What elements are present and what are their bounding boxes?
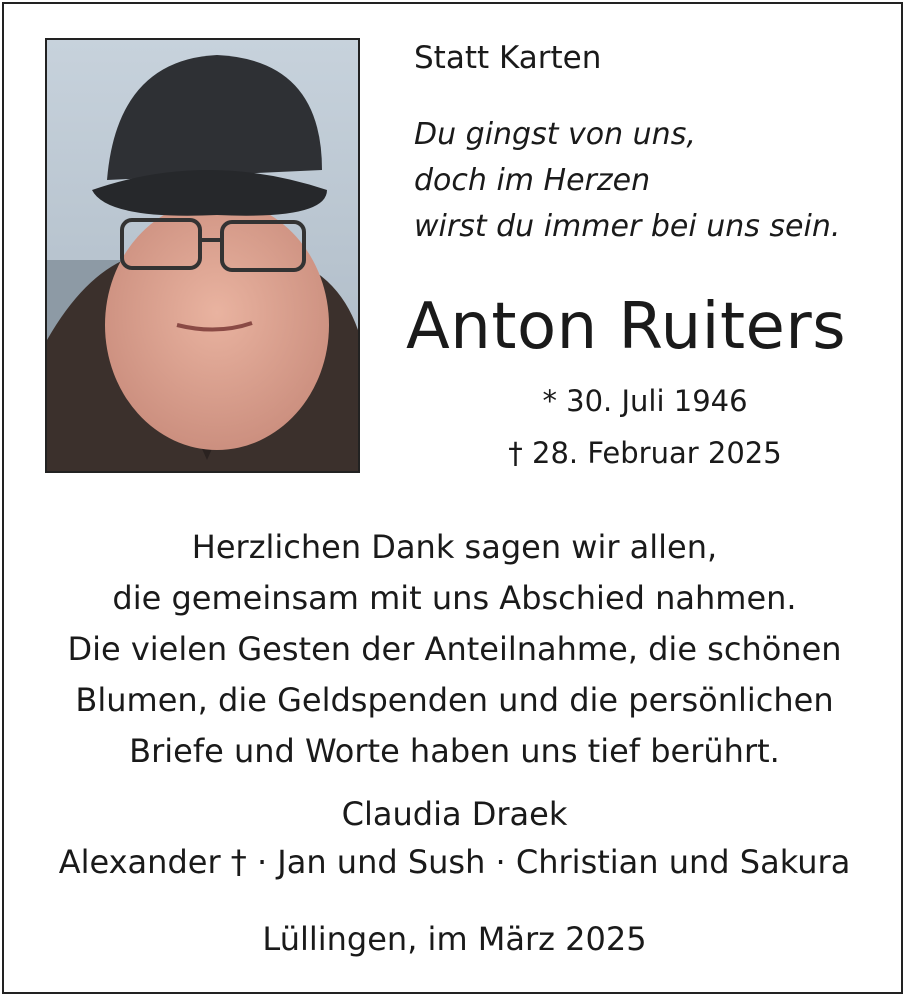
portrait-photo xyxy=(45,38,360,473)
signatory-family: Alexander † · Jan und Sush · Christian und Sakura xyxy=(58,843,851,881)
poem-line: Du gingst von uns, xyxy=(414,117,696,152)
signatory-primary: Claudia Draek xyxy=(341,795,568,833)
message-line: Die vielen Gesten der Anteilnahme, die schönen xyxy=(67,630,842,668)
poem-line: wirst du immer bei uns sein. xyxy=(414,209,841,244)
birth-date: * 30. Juli 1946 xyxy=(542,384,748,418)
poem-line: doch im Herzen xyxy=(414,163,651,198)
message-line: die gemeinsam mit uns Abschied nahmen. xyxy=(112,579,797,617)
death-date: † 28. Februar 2025 xyxy=(508,436,782,470)
thank-you-message xyxy=(0,522,909,777)
statt-karten-heading: Statt Karten xyxy=(414,40,602,76)
poem xyxy=(414,112,840,250)
message-line: Blumen, die Geldspenden und die persönlichen xyxy=(75,681,834,719)
place-date: Lüllingen, im März 2025 xyxy=(262,920,647,958)
message-line: Herzlichen Dank sagen wir allen, xyxy=(191,528,718,566)
message-line: Briefe und Worte haben uns tief berührt. xyxy=(129,732,780,770)
deceased-name: Anton Ruiters xyxy=(406,290,847,364)
